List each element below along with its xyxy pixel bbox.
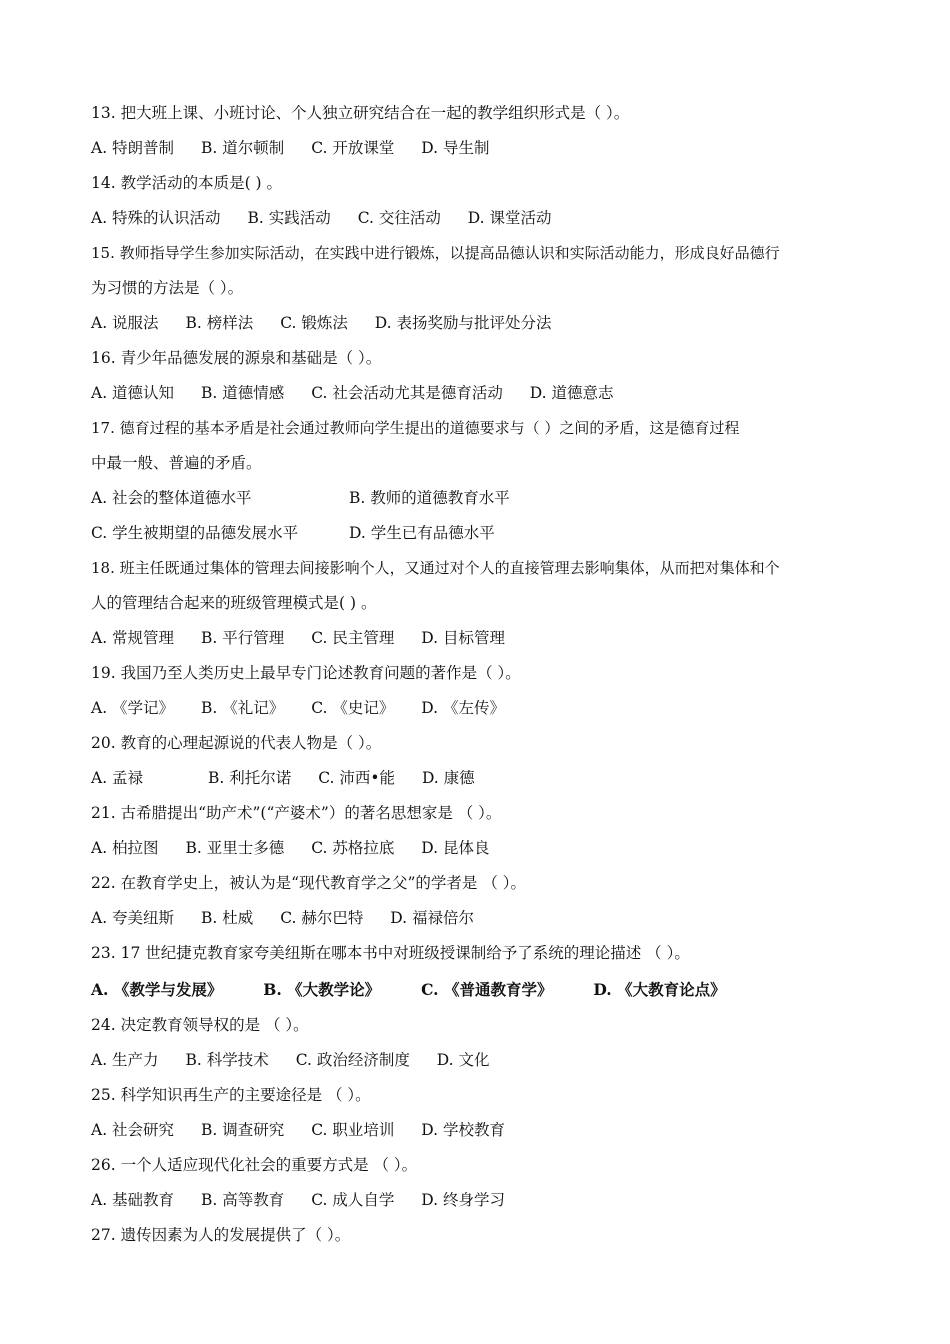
option-a: A. 社会的整体道德水平 [91, 489, 252, 507]
option-c: C. 开放课堂 [311, 139, 395, 157]
question-15-options [91, 313, 574, 333]
question-16-stem: 16. 青少年品德发展的源泉和基础是（ ）。 [91, 349, 382, 367]
option-d: D. 《大教育论点》 [593, 980, 726, 999]
option-b: B. 科学技术 [185, 1051, 269, 1069]
option-a: A. 基础教育 [91, 1191, 175, 1209]
option-c: C. 社会活动尤其是德育活动 [311, 384, 503, 402]
option-d: D. 课堂活动 [467, 209, 552, 227]
question-19-stem: 19. 我国乃至人类历史上最早专门论述教育问题的著作是（ ）。 [91, 664, 521, 682]
option-d: D. 文化 [436, 1051, 490, 1069]
question-21-stem: 21. 古希腊提出“助产术”(“产婆术”）的著名思想家是 （ ）。 [91, 804, 502, 822]
question-20-stem: 20. 教育的心理起源说的代表人物是（ ）。 [91, 734, 382, 752]
question-24-stem: 24. 决定教育领导权的是 （ ）。 [91, 1016, 309, 1034]
option-c: C. 成人自学 [311, 1191, 395, 1209]
option-b: B. 《大教学论》 [263, 980, 381, 999]
option-a: A. 生产力 [91, 1051, 159, 1069]
option-b: B. 利托尔诺 [208, 769, 292, 787]
question-15-stem-line-2: 为习惯的方法是（ ）。 [91, 279, 244, 297]
question-27-stem: 27. 遗传因素为人的发展提供了（ ）。 [91, 1226, 351, 1244]
question-20-options [91, 768, 497, 788]
question-14-options [91, 208, 574, 228]
option-a: A. 柏拉图 [91, 839, 159, 857]
option-a: A. 特殊的认识活动 [91, 209, 221, 227]
question-14-stem: 14. 教学活动的本质是( ) 。 [91, 174, 283, 192]
option-d: D. 《左传》 [421, 699, 506, 717]
option-d: D. 导生制 [421, 139, 490, 157]
option-d: D. 道德意志 [529, 384, 614, 402]
option-b: B. 亚里士多德 [185, 839, 285, 857]
question-16-options [91, 383, 636, 403]
option-b: B. 道德情感 [201, 384, 285, 402]
option-b: B. 杜威 [201, 909, 254, 927]
option-b: B. 榜样法 [185, 314, 254, 332]
question-15-stem-line-1: 15. 教师指导学生参加实际活动，在实践中进行锻炼，以提高品德认识和实际活动能力，形成良好品德行 [91, 244, 780, 262]
option-b: B. 调查研究 [201, 1121, 285, 1139]
option-c: C. 职业培训 [311, 1121, 395, 1139]
option-d: D. 康德 [421, 769, 475, 787]
question-18-stem-line-1: 18. 班主任既通过集体的管理去间接影响个人，又通过对个人的直接管理去影响集体，从而把对集体和个 [91, 559, 780, 577]
option-c: C. 《史记》 [311, 699, 395, 717]
option-d: D. 学生已有品德水平 [349, 524, 495, 542]
question-17-options-row-2 [91, 523, 495, 543]
option-c: C. 赫尔巴特 [280, 909, 364, 927]
option-c: C. 交往活动 [357, 209, 441, 227]
option-a: A. 道德认知 [91, 384, 175, 402]
question-26-options [91, 1190, 527, 1210]
option-d: D. 学校教育 [421, 1121, 506, 1139]
option-b: B. 道尔顿制 [201, 139, 285, 157]
question-25-stem: 25. 科学知识再生产的主要途径是 （ ）。 [91, 1086, 371, 1104]
option-a: A. 夸美纽斯 [91, 909, 175, 927]
question-13-stem: 13. 把大班上课、小班讨论、个人独立研究结合在一起的教学组织形式是（ ）。 [91, 104, 630, 122]
option-d: D. 福禄倍尔 [390, 909, 475, 927]
option-c: C. 《普通教育学》 [421, 980, 553, 999]
option-d: D. 终身学习 [421, 1191, 506, 1209]
question-24-options [91, 1050, 512, 1070]
option-a: A. 社会研究 [91, 1121, 175, 1139]
option-d: D. 昆体良 [421, 839, 490, 857]
question-22-stem: 22. 在教育学史上，被认为是“现代教育学之父”的学者是 （ ）。 [91, 874, 527, 892]
option-d: D. 表扬奖励与批评处分法 [374, 314, 552, 332]
option-c: C. 沛西•能 [318, 769, 395, 787]
question-17-stem-line-2: 中最一般、普遍的矛盾。 [91, 454, 262, 472]
option-c: C. 锻炼法 [280, 314, 348, 332]
option-c: C. 学生被期望的品德发展水平 [91, 524, 299, 542]
option-b: B. 高等教育 [201, 1191, 285, 1209]
option-a: A. 《学记》 [91, 699, 175, 717]
option-a: A. 特朗普制 [91, 139, 175, 157]
option-a: A. 说服法 [91, 314, 159, 332]
question-17-options-row-1 [91, 488, 510, 508]
question-18-options [91, 628, 527, 648]
option-b: B. 实践活动 [247, 209, 331, 227]
option-a: A. 常规管理 [91, 629, 175, 647]
question-23-options [91, 980, 762, 1000]
question-25-options [91, 1120, 527, 1140]
question-18-stem-line-2: 人的管理结合起来的班级管理模式是( ) 。 [91, 594, 377, 612]
question-23-stem: 23. 17 世纪捷克教育家夸美纽斯在哪本书中对班级授课制给予了系统的理论描述 （ ）。 [91, 944, 690, 962]
question-26-stem: 26. 一个人适应现代化社会的重要方式是 （ ）。 [91, 1156, 418, 1174]
question-13-options [91, 138, 512, 158]
option-a: A. 《教学与发展》 [91, 980, 223, 999]
question-19-options [91, 698, 527, 718]
option-b: B. 平行管理 [201, 629, 285, 647]
option-c: C. 苏格拉底 [311, 839, 395, 857]
option-b: B. 教师的道德教育水平 [349, 489, 510, 507]
option-b: B. 《礼记》 [201, 699, 285, 717]
option-c: C. 政治经济制度 [295, 1051, 410, 1069]
option-d: D. 目标管理 [421, 629, 506, 647]
question-22-options [91, 908, 496, 928]
option-a: A. 孟禄 [91, 769, 144, 787]
question-21-options [91, 838, 512, 858]
question-17-stem-line-1: 17. 德育过程的基本矛盾是社会通过教师向学生提出的道德要求与（ ）之间的矛盾，这是德育过程 [91, 419, 740, 437]
option-c: C. 民主管理 [311, 629, 395, 647]
